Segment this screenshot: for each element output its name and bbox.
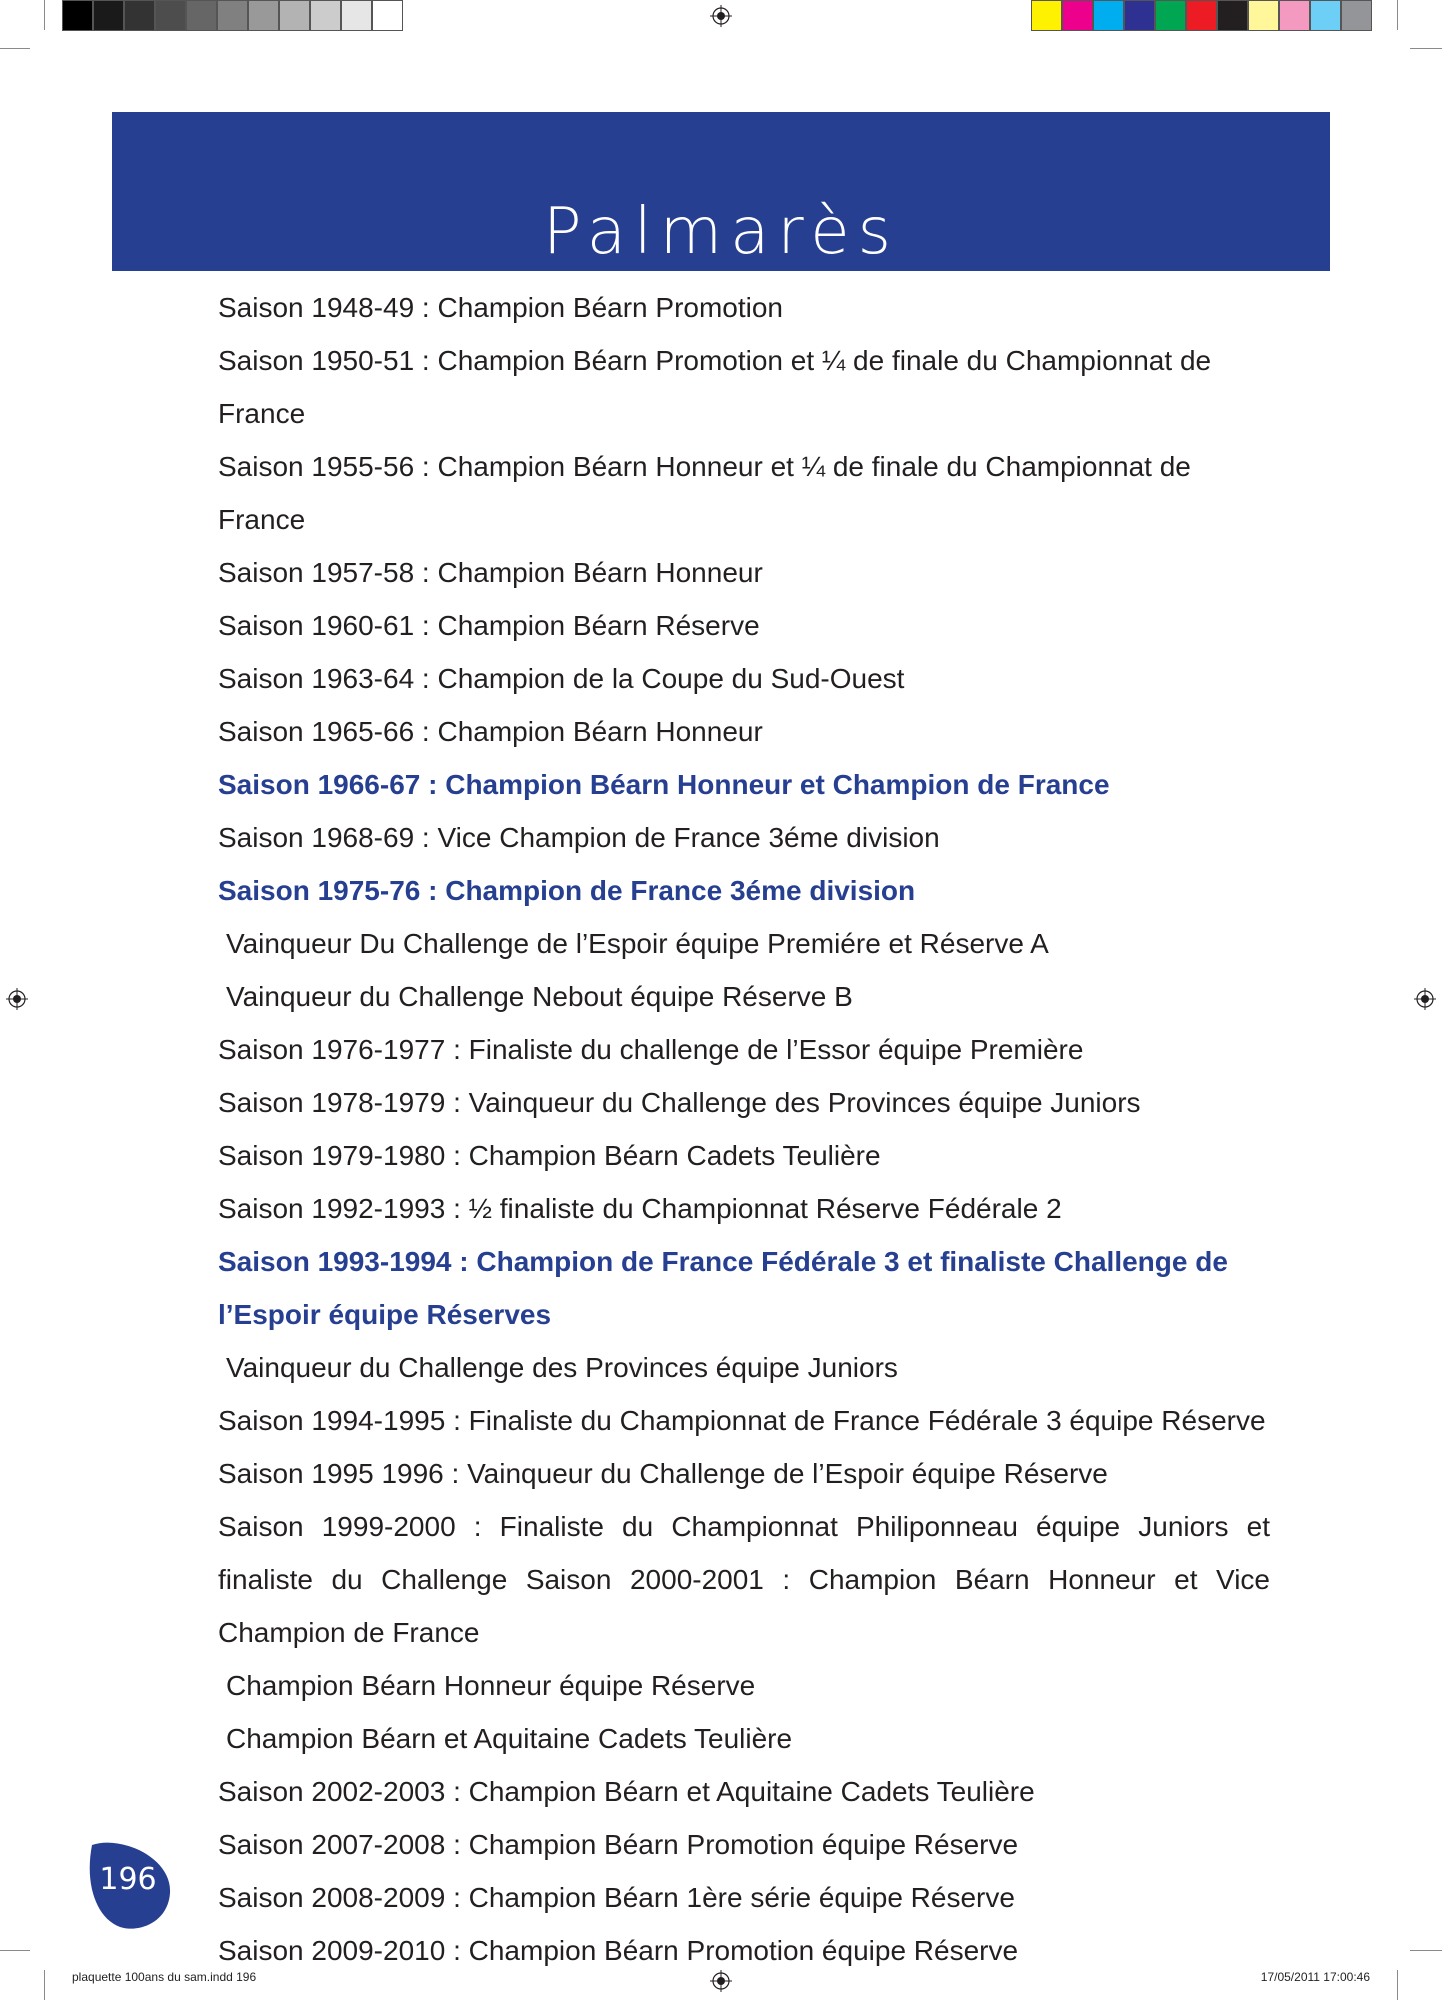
gray-swatch	[155, 0, 186, 31]
gray-swatch	[248, 0, 279, 31]
palmares-entry: Saison 1966-67 : Champion Béarn Honneur et Champion de France	[218, 769, 1110, 800]
palmares-entry: Saison 1968-69 : Vice Champion de France 3éme division	[218, 822, 940, 853]
palmares-entry: Saison 1975-76 : Champion de France 3éme division	[218, 875, 916, 906]
page-title: Palmarès	[543, 195, 899, 269]
palmares-entry: Saison 1957-58 : Champion Béarn Honneur	[218, 557, 763, 588]
color-swatch	[1341, 0, 1372, 31]
gray-swatch	[341, 0, 372, 31]
gray-swatch	[279, 0, 310, 31]
palmares-entry: Saison 1965-66 : Champion Béarn Honneur	[218, 716, 763, 747]
gray-swatch	[217, 0, 248, 31]
palmares-entry: Vainqueur du Challenge Nebout équipe Réserve B	[226, 981, 853, 1012]
palmares-entry: Saison 1948-49 : Champion Béarn Promotion	[218, 292, 784, 323]
grayscale-swatches	[62, 0, 403, 33]
registration-mark-top-icon	[710, 5, 732, 27]
color-swatch	[1310, 0, 1341, 31]
gray-swatch	[372, 0, 403, 31]
palmares-entry: Champion Béarn Honneur équipe Réserve	[226, 1670, 756, 1701]
palmares-entry: Saison 1960-61 : Champion Béarn Réserve	[218, 610, 760, 641]
gray-swatch	[310, 0, 341, 31]
color-swatch	[1124, 0, 1155, 31]
palmares-entry: Saison 1978-1979 : Vainqueur du Challenge des Provinces équipe Juniors	[218, 1087, 1141, 1118]
palmares-entry: Saison 1993-1994 : Champion de France Fédérale 3 et finaliste Challenge de	[218, 1246, 1228, 1277]
crop-mark-top-right-h	[1410, 48, 1442, 49]
crop-mark-bottom-left-v	[44, 1970, 45, 2000]
header-banner	[112, 112, 1330, 271]
palmares-entry: Champion de France	[218, 1617, 480, 1648]
gray-swatch	[62, 0, 93, 31]
palmares-entry: Saison 1955-56 : Champion Béarn Honneur et ¼ de finale du Championnat de	[218, 451, 1191, 482]
palmares-entry: Saison 1963-64 : Champion de la Coupe du Sud-Ouest	[218, 663, 905, 694]
color-swatch	[1031, 0, 1062, 31]
color-swatches	[1031, 0, 1372, 33]
palmares-entry: Vainqueur Du Challenge de l’Espoir équipe Premiére et Réserve A	[226, 928, 1049, 959]
gray-swatch	[186, 0, 217, 31]
palmares-entry: Saison 1950-51 : Champion Béarn Promotion et ¼ de finale du Championnat de	[218, 345, 1212, 376]
palmares-entry: Saison 1994-1995 : Finaliste du Championnat de France Fédérale 3 équipe Réserve	[218, 1405, 1266, 1436]
footer-timestamp: 17/05/2011 17:00:46	[1260, 1970, 1370, 1984]
registration-mark-left-icon	[6, 988, 28, 1010]
palmares-entry: Saison 2008-2009 : Champion Béarn 1ère série équipe Réserve	[218, 1882, 1015, 1913]
palmares-entry: l’Espoir équipe Réserves	[218, 1299, 552, 1330]
palmares-entry: Saison 1976-1977 : Finaliste du challenge de l’Essor équipe Première	[218, 1034, 1084, 1065]
palmares-entry: Saison 1995 1996 : Vainqueur du Challenge de l’Espoir équipe Réserve	[218, 1458, 1108, 1489]
page-number: 196	[99, 1862, 157, 1897]
palmares-entry: France	[218, 504, 306, 535]
palmares-entry: Champion Béarn et Aquitaine Cadets Teulière	[226, 1723, 793, 1754]
gray-swatch	[93, 0, 124, 31]
palmares-entry: Saison 1979-1980 : Champion Béarn Cadets Teulière	[218, 1140, 881, 1171]
palmares-entry: Saison 1999-2000 : Finaliste du Championnat Philiponneau équipe Juniors et	[218, 1511, 1270, 1542]
crop-mark-bottom-right-h	[1410, 1950, 1442, 1951]
crop-mark-bottom-left-h	[0, 1950, 30, 1951]
color-swatch	[1155, 0, 1186, 31]
crop-mark-top-left-v	[44, 0, 45, 30]
crop-mark-top-left-h	[0, 48, 30, 49]
palmares-entry: finaliste du Challenge Saison 2000-2001 : Champion Béarn Honneur et Vice	[218, 1564, 1270, 1595]
palmares-entry: Saison 2007-2008 : Champion Béarn Promotion équipe Réserve	[218, 1829, 1019, 1860]
gray-swatch	[124, 0, 155, 31]
palmares-entry: Saison 2002-2003 : Champion Béarn et Aquitaine Cadets Teulière	[218, 1776, 1035, 1807]
footer-filename: plaquette 100ans du sam.indd 196	[72, 1970, 257, 1984]
palmares-entry: France	[218, 398, 306, 429]
color-swatch	[1248, 0, 1279, 31]
crop-mark-bottom-right-v	[1397, 1970, 1398, 2000]
palmares-entry: Saison 2009-2010 : Champion Béarn Promotion équipe Réserve	[218, 1935, 1019, 1966]
palmares-entry: Saison 1992-1993 : ½ finaliste du Championnat Réserve Fédérale 2	[218, 1193, 1062, 1224]
color-swatch	[1279, 0, 1310, 31]
palmares-entry: Vainqueur du Challenge des Provinces équipe Juniors	[226, 1352, 898, 1383]
palmares-list	[218, 281, 1270, 1977]
color-swatch	[1093, 0, 1124, 31]
registration-mark-right-icon	[1414, 988, 1436, 1010]
color-swatch	[1062, 0, 1093, 31]
color-swatch	[1186, 0, 1217, 31]
crop-mark-top-right-v	[1397, 0, 1398, 30]
color-swatch	[1217, 0, 1248, 31]
